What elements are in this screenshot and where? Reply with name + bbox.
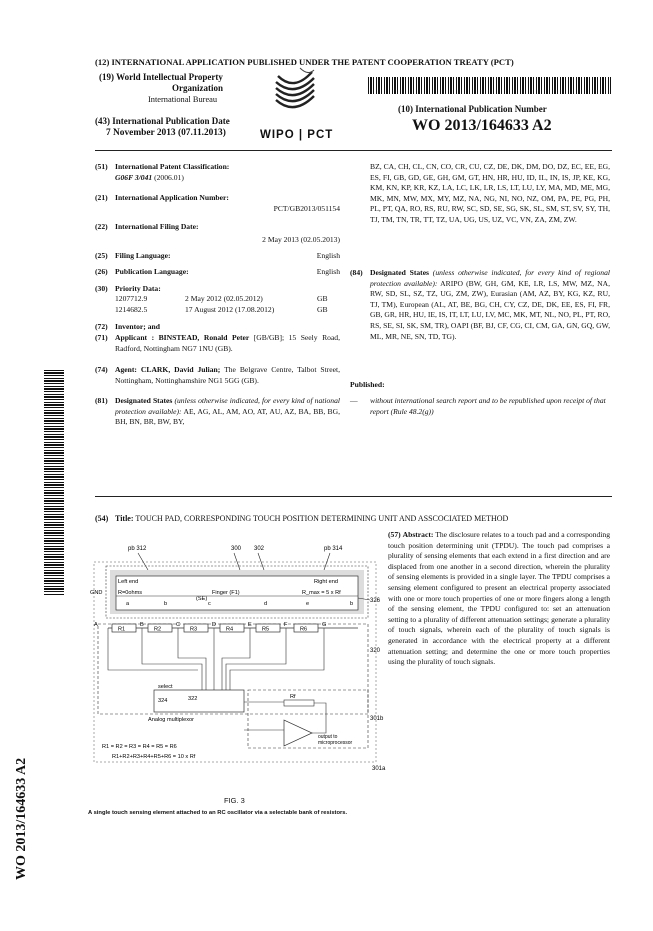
label-node: F xyxy=(284,622,288,628)
label-output-1: output to xyxy=(318,734,338,740)
label-right-end: Right end xyxy=(314,579,338,585)
label-302: 302 xyxy=(254,546,265,552)
label-node: E xyxy=(248,622,252,628)
label-node: D xyxy=(212,622,217,628)
field-22: (22) International Filing Date: 2 May 2013 (02.05.2013) xyxy=(95,222,340,244)
label-pb312: pb 312 xyxy=(128,546,147,552)
title-divider xyxy=(95,496,612,497)
side-publication-number: WO 2013/164633 A2 xyxy=(14,757,29,880)
office-name-line1: (19) World Intellectual Property xyxy=(99,72,223,82)
header-divider xyxy=(95,150,612,151)
label-node: C xyxy=(176,622,181,628)
published-label: Published: xyxy=(350,380,385,389)
wipo-logo-icon xyxy=(270,66,318,124)
field-51: (51) International Patent Classification: G06F 3/041 (2006.01) xyxy=(95,162,230,182)
label-326: 326 xyxy=(370,598,381,604)
designated-states-national-cont: BZ, CA, CH, CL, CN, CO, CR, CU, CZ, DE, DK, DM, DO, DZ, EC, EE, EG, ES, FI, GB, GD, GE, GH, GM, GT, HN, HR, HU, ID, IL, IN, IS, JP, KE, KG, KM, KN, KP, KR, KZ, LA, LC, LK, LR, LS, LT, LU, LY, MA, MD, ME, MG, MK, MN, MW, MX, MY, MZ, NA, NG, NI, NO, NZ, OM, PA, PE, PG, PH, PL, PT, QA, RO, RS, RU, RW, SC, SD, SE, SG, SK, SL, SM, ST, SV, SY, TH, TJ, TM, TN, TR, TT, TZ, UA, UG, US, UZ, VC, VN, ZA, ZM, ZW. xyxy=(370,162,610,224)
label-301b: 301b xyxy=(370,716,384,722)
label-resistor: R1 xyxy=(118,626,126,633)
label-node: B xyxy=(140,622,144,628)
label-resistor: R6 xyxy=(300,626,308,633)
publication-date-label: (43) International Publication Date xyxy=(95,116,230,126)
field-26: (26) Publication Language: English xyxy=(95,267,340,276)
priority-row: 1207712.9 2 May 2012 (02.05.2012) GB xyxy=(115,294,328,303)
field-30: (30) Priority Data: xyxy=(95,284,161,293)
label-select: select xyxy=(158,684,173,690)
publication-number-label: (10) International Publication Number xyxy=(398,104,547,114)
label-letter: c xyxy=(208,601,211,607)
label-mux: Analog multiplexor xyxy=(148,717,195,723)
priority-row: 1214682.5 17 August 2012 (17.08.2012) GB xyxy=(115,305,328,314)
label-letter: b xyxy=(350,601,354,607)
wipo-pct-logo-text: WIPO | PCT xyxy=(260,129,334,141)
label-rf: Rf xyxy=(290,694,296,700)
label-324: 324 xyxy=(158,698,168,704)
field-74: (74) Agent: CLARK, David Julian; The Belgrave Centre, Talbot Street, Nottingham, Nottinghamshire NG1 5GG (GB). xyxy=(95,365,340,385)
label-resistor: R4 xyxy=(226,626,234,633)
label-node: A xyxy=(94,622,98,628)
published-note: — without international search report and to be republished upon receipt of that report (Rule 48.2(g)) xyxy=(350,396,606,416)
label-finger: Finger (F1) xyxy=(212,590,240,596)
figure-label: FIG. 3 xyxy=(224,796,245,805)
figure-3-diagram xyxy=(88,540,386,790)
field-71: (71) Applicant : BINSTEAD, Ronald Peter [GB/GB]; 15 Seely Road, Radford, Nottingham NG7 1NU (GB). xyxy=(95,333,341,353)
label-301a: 301a xyxy=(372,766,386,772)
label-output-2: microprocessor xyxy=(318,740,353,746)
publication-number: WO 2013/164633 A2 xyxy=(412,117,552,134)
label-letter: b xyxy=(164,601,168,607)
office-name-line2: Organization xyxy=(172,83,223,93)
field-21: (21) International Application Number: PCT/GB2013/051154 xyxy=(95,193,340,213)
label-gnd: GND xyxy=(90,590,103,596)
field-84: (84) Designated States (unless otherwise indicated, for every kind of regional protection available): ARIPO (BW, GH, GM, KE, LR, LS, MW, MZ, NA, RW, SD, SL, SZ, TZ, UG, ZM, ZW), Eurasian (AM, AZ, BY, KG, KZ, RU, TJ, TM), European (AL, AT, BE, BG, CH, CY, CZ, DE, DK, EE, ES, FI, FR, GB, GR, HR, HU, IE, IS, IT, LT, LU, LV, MC, MK, MT, NL, NO, PL, PT, RO, RS, SE, SI, SK, SM, TR), OAPI (BF, BJ, CF, CG, CI, CM, GA, GN, GQ, GW, ML, MR, NE, SN, TD, TG). xyxy=(350,268,611,341)
barcode-top xyxy=(368,77,611,94)
label-pb314: pb 314 xyxy=(324,546,343,552)
barcode-side xyxy=(44,370,64,595)
field-25: (25) Filing Language: English xyxy=(95,251,340,260)
label-node: G xyxy=(322,622,327,628)
field-81: (81) Designated States (unless otherwise indicated, for every kind of national protection available): AE, AG, AL, AM, AO, AT, AU, AZ, BA, BB, BG, BH, BN, BR, BW, BY, xyxy=(95,396,340,427)
figure-caption: A single touch sensing element attached to an RC oscillator via a selectable bank of resistors. xyxy=(88,810,348,816)
label-resistor: R2 xyxy=(154,626,162,633)
label-letter: e xyxy=(306,601,310,607)
label-resistor: R3 xyxy=(190,626,198,633)
label-resistor: R5 xyxy=(262,626,270,633)
label-letter: d xyxy=(264,601,268,607)
publication-date: 7 November 2013 (07.11.2013) xyxy=(106,128,226,138)
label-320: 320 xyxy=(370,648,381,654)
label-equation-2: R1+R2+R3+R4+R5+R6 = 10 x Rf xyxy=(112,754,196,760)
field-72: (72) Inventor; and xyxy=(95,322,160,331)
document-type-line: (12) INTERNATIONAL APPLICATION PUBLISHED UNDER THE PATENT COOPERATION TREATY (PCT) xyxy=(95,57,514,67)
label-322: 322 xyxy=(188,696,198,702)
field-54-title: (54) Title: TOUCH PAD, CORRESPONDING TOUCH POSITION DETERMINING UNIT AND ASSCOCIATED METHOD xyxy=(95,514,509,523)
label-left-end: Left end xyxy=(118,579,139,585)
label-se: (SE) xyxy=(196,596,208,602)
label-rmax: R_max = 5 x Rf xyxy=(302,590,341,596)
label-r0: R=0ohms xyxy=(118,590,143,596)
office-bureau: International Bureau xyxy=(148,95,218,104)
label-equation-1: R1 = R2 = R3 = R4 = R5 = R6 xyxy=(102,744,177,750)
label-300: 300 xyxy=(231,546,242,552)
abstract: (57) Abstract: The disclosure relates to a touch pad and a corresponding touch position determining unit (TPDU). The touch pad comprises a plurality of sensing elements that each extend in a first direction and are displaced from one another in a second direction, wherein the plurality of sensing elements is provided in a single layer. The TPDU comprises a sensing element configured to present an electrical property associated with one or more touch properties of one or more fingers along a length of the sensing element, the TPDU configured to: set an attenuation setting to a plurality of different attenuation settings; generate a plurality of touch signals, wherein each of the plurality of touch signals is generated in accordance with the electrical property at a different attenuation setting; and determine the one or more touch properties using the plurality of touch signals. xyxy=(388,530,611,667)
label-letter: a xyxy=(126,601,130,607)
